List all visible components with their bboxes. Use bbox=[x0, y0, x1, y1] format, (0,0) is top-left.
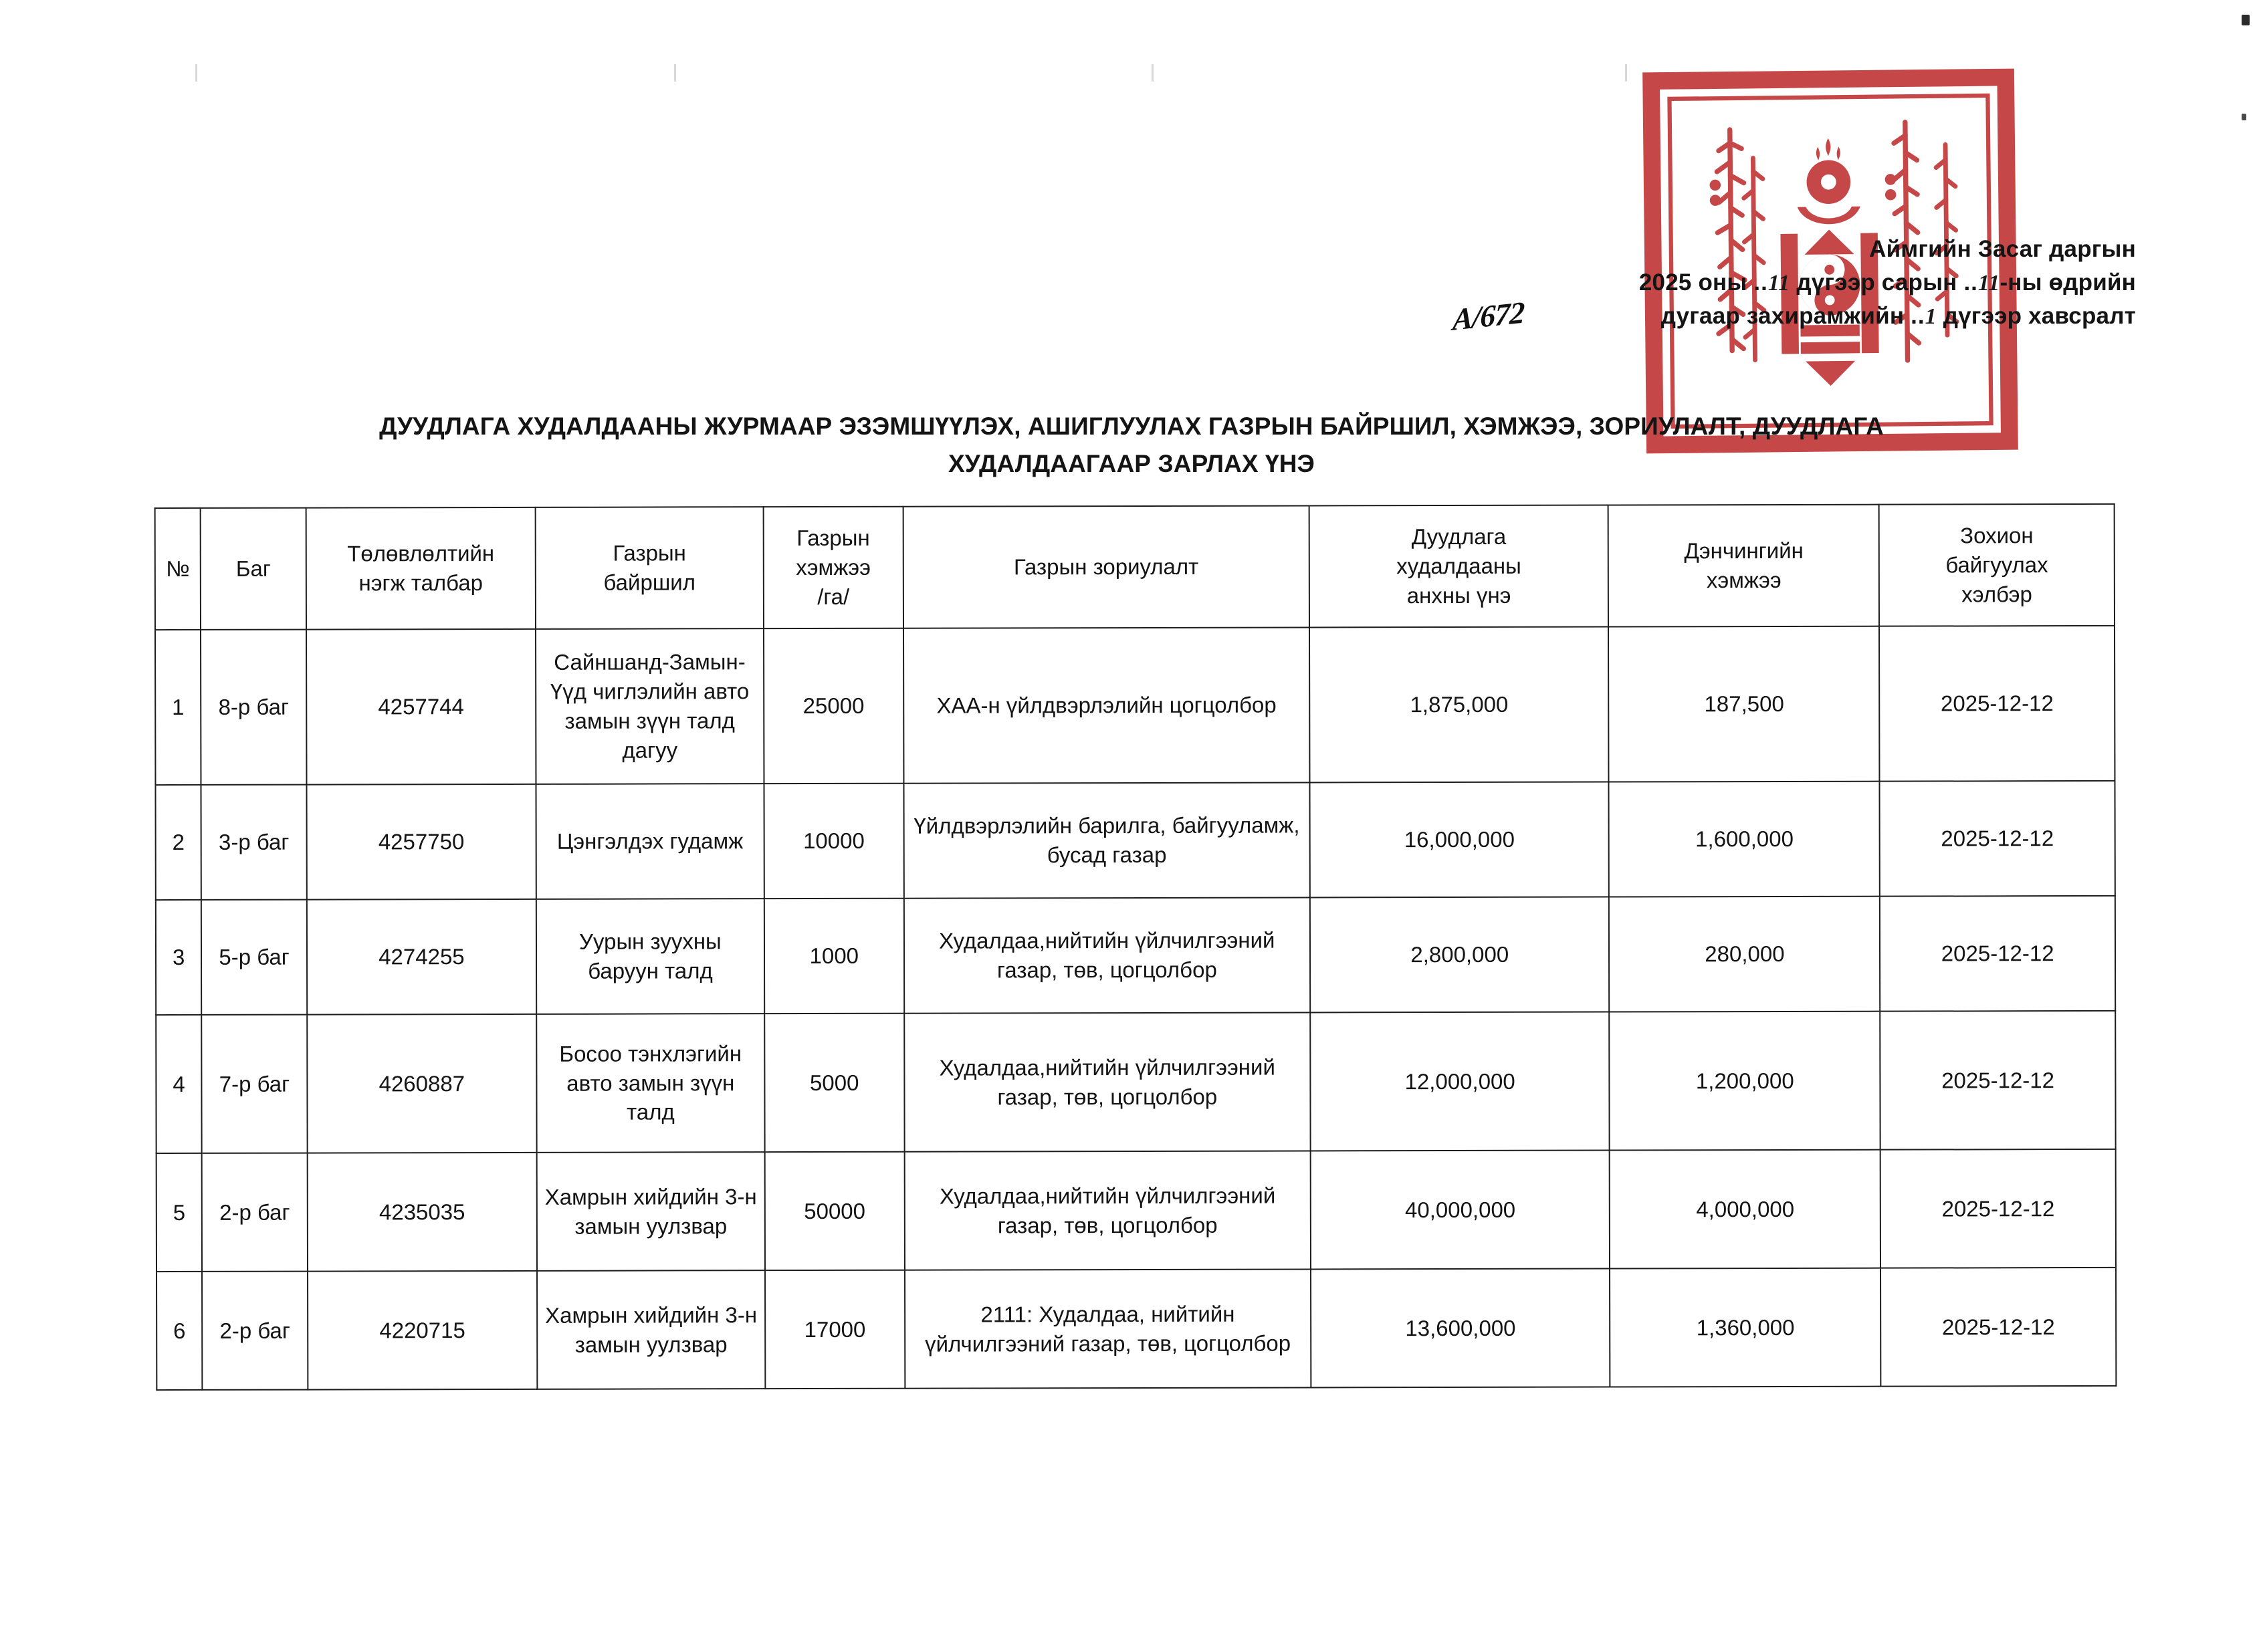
approval-annex-pre: дугаар захирамжийн bbox=[1660, 302, 1911, 329]
approval-annex-handwritten: 1 bbox=[1925, 304, 1937, 329]
cell-unit: 4257744 bbox=[306, 629, 536, 785]
approval-date-mid: дүгээр сарын bbox=[1790, 269, 1964, 296]
cell-deposit: 1,360,000 bbox=[1610, 1268, 1880, 1387]
table-row bbox=[155, 781, 2115, 900]
column-header-bag-line1: Баг bbox=[235, 556, 271, 581]
approval-dots-day: .. bbox=[1963, 269, 1978, 296]
cell-purpose: Худалдаа,нийтийн үйлчилгээний газар, төв, цогцолбор bbox=[904, 897, 1311, 1013]
cell-size: 17000 bbox=[765, 1270, 905, 1389]
approval-dots-month: .. bbox=[1753, 269, 1768, 296]
approval-line-authority: Аймгийн Засаг даргын bbox=[1869, 236, 2136, 262]
table-row bbox=[155, 626, 2115, 785]
cell-location: Хамрын хийдийн 3-н замын уулзвар bbox=[537, 1152, 765, 1271]
column-header-purpose-line1: Газрын зориулалт bbox=[1013, 554, 1199, 580]
column-header-no bbox=[155, 508, 201, 630]
cell-deposit: 1,200,000 bbox=[1610, 1012, 1880, 1151]
column-header-deposit-line1: Дэнчингийн bbox=[1684, 538, 1804, 564]
cell-location: Цэнгэлдэх гудамж bbox=[536, 784, 764, 899]
scan-artifact-corner-dot bbox=[2242, 114, 2246, 120]
approval-day-handwritten: 11 bbox=[1977, 270, 2000, 296]
table-row bbox=[156, 1149, 2116, 1272]
cell-price: 1,875,000 bbox=[1309, 627, 1609, 783]
document-number-handwritten: A/672 bbox=[1452, 295, 1525, 337]
scan-artifact-tick bbox=[1152, 64, 1154, 82]
column-header-unit-line1: Төлөвлөлтийн bbox=[347, 541, 495, 566]
cell-purpose: 2111: Худалдаа, нийтийн үйлчилгээний газар, төв, цогцолбор bbox=[905, 1269, 1311, 1388]
cell-size: 5000 bbox=[764, 1014, 904, 1152]
cell-bag: 2-р баг bbox=[202, 1153, 308, 1272]
cell-size: 50000 bbox=[765, 1152, 905, 1270]
column-header-price bbox=[1309, 505, 1609, 628]
cell-bag: 3-р баг bbox=[201, 785, 307, 900]
cell-bag: 8-р баг bbox=[201, 630, 306, 785]
cell-purpose: Худалдаа,нийтийн үйлчилгээний газар, төв, цогцолбор bbox=[904, 1012, 1311, 1151]
cell-location: Сайншанд-Замын-Үүд чиглэлийн авто замын зүүн талд дагуу bbox=[536, 628, 764, 784]
cell-no: 6 bbox=[156, 1272, 203, 1390]
cell-bag: 5-р баг bbox=[201, 900, 307, 1015]
cell-price: 13,600,000 bbox=[1311, 1269, 1610, 1388]
approval-date-post: -ны өдрийн bbox=[2000, 269, 2136, 296]
column-header-price-line1: Дуудлага bbox=[1411, 524, 1507, 550]
cell-unit: 4220715 bbox=[308, 1271, 537, 1390]
cell-unit: 4235035 bbox=[308, 1153, 537, 1272]
cell-price: 40,000,000 bbox=[1311, 1151, 1610, 1270]
column-header-purpose bbox=[903, 505, 1309, 628]
approval-line-date bbox=[1639, 266, 2136, 300]
land-auction-table-container bbox=[154, 503, 2117, 1391]
cell-unit: 4274255 bbox=[307, 899, 536, 1015]
cell-price: 12,000,000 bbox=[1310, 1012, 1610, 1151]
cell-purpose: ХАА-н үйлдвэрлэлийн цогцолбор bbox=[903, 627, 1310, 783]
cell-deposit: 280,000 bbox=[1609, 897, 1880, 1012]
column-header-form-line2: байгуулах bbox=[1945, 552, 2048, 578]
column-header-bag bbox=[201, 508, 306, 630]
cell-location: Хамрын хийдийн 3-н замын уулзвар bbox=[537, 1270, 765, 1389]
column-header-size-line3: /га/ bbox=[817, 584, 850, 609]
cell-no: 2 bbox=[155, 785, 201, 900]
column-header-size-line1: Газрын bbox=[796, 525, 870, 551]
cell-deposit: 1,600,000 bbox=[1609, 782, 1880, 897]
cell-price: 2,800,000 bbox=[1310, 897, 1610, 1013]
cell-no: 1 bbox=[155, 630, 201, 785]
column-header-deposit bbox=[1608, 505, 1879, 627]
page-title-line-1: ДУУДЛАГА ХУДАЛДААНЫ ЖУРМААР ЭЗЭМШҮҮЛЭХ, АШИГЛУУЛАХ ГАЗРЫН БАЙРШИЛ, ХЭМЖЭЭ, ЗОРИУЛАЛТ, ДУУДЛАГА bbox=[379, 412, 1884, 440]
scan-artifact-tick bbox=[195, 64, 197, 82]
column-header-location bbox=[536, 507, 764, 629]
cell-form: 2025-12-12 bbox=[1879, 626, 2115, 782]
cell-size: 25000 bbox=[764, 628, 903, 784]
column-header-form bbox=[1879, 504, 2115, 626]
cell-location: Босоо тэнхлэгийн авто замын зүүн талд bbox=[536, 1014, 764, 1153]
column-header-size-line2: хэмжээ bbox=[796, 554, 871, 580]
cell-no: 5 bbox=[156, 1153, 203, 1272]
cell-unit: 4260887 bbox=[307, 1014, 536, 1153]
approval-dots-annex: .. bbox=[1911, 302, 1925, 329]
land-auction-table bbox=[154, 503, 2117, 1391]
cell-form: 2025-12-12 bbox=[1880, 896, 2115, 1012]
column-header-price-line3: анхны үнэ bbox=[1406, 582, 1511, 608]
page-title-line-2: ХУДАЛДААГААР ЗАРЛАХ ҮНЭ bbox=[948, 449, 1315, 477]
column-header-form-line3: хэлбэр bbox=[1961, 582, 2032, 607]
approval-date-pre: 2025 оны bbox=[1638, 269, 1754, 296]
table-header bbox=[155, 504, 2115, 630]
scan-artifact-corner-dot bbox=[2242, 15, 2250, 25]
table-body bbox=[155, 626, 2116, 1390]
cell-bag: 7-р баг bbox=[201, 1015, 307, 1153]
column-header-no-line1: № bbox=[166, 556, 190, 582]
cell-price: 16,000,000 bbox=[1309, 782, 1609, 898]
cell-form: 2025-12-12 bbox=[1880, 1011, 2116, 1150]
cell-unit: 4257750 bbox=[306, 784, 536, 900]
column-header-location-line2: байршил bbox=[603, 570, 696, 595]
page-title bbox=[0, 408, 2263, 482]
approval-month-handwritten: 11 bbox=[1767, 270, 1790, 296]
cell-purpose: Худалдаа,нийтийн үйлчилгээний газар, төв, цогцолбор bbox=[904, 1151, 1311, 1270]
approval-reference-block bbox=[1639, 233, 2136, 333]
cell-purpose: Үйлдвэрлэлийн барилга, байгууламж, бусад газар bbox=[903, 782, 1310, 898]
cell-deposit: 4,000,000 bbox=[1610, 1150, 1880, 1269]
column-header-deposit-line2: хэмжээ bbox=[1706, 567, 1782, 593]
cell-form: 2025-12-12 bbox=[1880, 1268, 2116, 1387]
approval-line-annex bbox=[1639, 300, 2136, 333]
table-row bbox=[156, 896, 2115, 1015]
scan-artifact-tick bbox=[674, 64, 676, 82]
column-header-price-line2: худалдааны bbox=[1396, 553, 1521, 579]
cell-bag: 2-р баг bbox=[202, 1272, 308, 1390]
column-header-location-line1: Газрын bbox=[613, 540, 686, 566]
cell-deposit: 187,500 bbox=[1608, 626, 1879, 782]
table-row bbox=[156, 1268, 2116, 1390]
column-header-unit-line2: нэгж талбар bbox=[358, 570, 483, 596]
column-header-unit bbox=[306, 507, 535, 630]
cell-size: 10000 bbox=[764, 784, 903, 899]
cell-size: 1000 bbox=[764, 899, 904, 1014]
table-header-row bbox=[155, 504, 2115, 630]
cell-form: 2025-12-12 bbox=[1880, 1149, 2116, 1268]
column-header-size bbox=[763, 507, 903, 628]
cell-no: 3 bbox=[156, 900, 202, 1015]
approval-annex-post: дүгээр хавсралт bbox=[1936, 302, 2136, 329]
cell-no: 4 bbox=[156, 1015, 202, 1153]
scan-artifact-tick bbox=[1625, 64, 1627, 82]
cell-form: 2025-12-12 bbox=[1880, 781, 2115, 897]
table-row bbox=[156, 1011, 2115, 1153]
cell-location: Уурын зуухны баруун талд bbox=[536, 899, 764, 1014]
column-header-form-line1: Зохион bbox=[1960, 523, 2034, 548]
